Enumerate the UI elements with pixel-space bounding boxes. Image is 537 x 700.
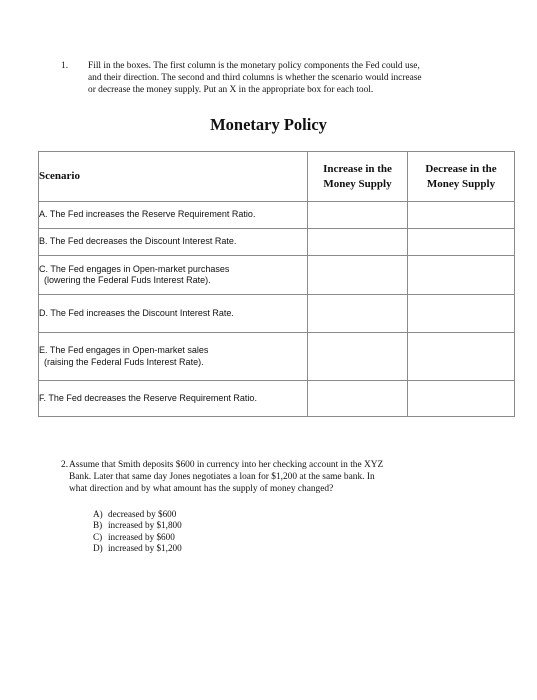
table-row xyxy=(39,333,515,381)
scenario-text: (raising the Federal Fuds Interest Rate). xyxy=(44,356,204,367)
answer-choice[interactable] xyxy=(93,509,182,520)
choice-text: increased by $600 xyxy=(108,531,175,542)
choice-text: decreased by $600 xyxy=(108,509,177,519)
decrease-answer-box[interactable] xyxy=(408,256,515,295)
scenario-text: (lowering the Federal Fuds Interest Rate). xyxy=(44,275,211,285)
decrease-header-line: Money Supply xyxy=(426,177,496,190)
increase-header-line: Increase in the xyxy=(323,162,392,175)
table-row xyxy=(39,381,515,417)
scenario-header: Scenario xyxy=(39,152,308,202)
increase-header xyxy=(308,152,408,202)
scenario-text: C. The Fed engages in Open-market purchases xyxy=(39,263,230,274)
question-2-text xyxy=(69,459,481,496)
decrease-answer-box[interactable] xyxy=(408,229,515,256)
choice-letter: A) xyxy=(93,509,103,519)
question-2-line: what direction and by what amount has the supply of money changed? xyxy=(69,484,334,495)
increase-answer-box[interactable] xyxy=(308,202,408,229)
increase-answer-box[interactable] xyxy=(308,229,408,256)
scenario-text: E. The Fed engages in Open-market sales xyxy=(39,345,209,355)
question-1-text xyxy=(88,60,481,97)
table-row xyxy=(39,295,515,333)
question-1-line: and their direction. The second and third columns is whether the scenario would increase xyxy=(88,73,422,84)
decrease-answer-box[interactable] xyxy=(408,295,515,333)
scenario-cell xyxy=(39,229,308,256)
scenario-cell xyxy=(39,333,308,381)
question-1-number: 1. xyxy=(61,61,69,71)
increase-answer-box[interactable] xyxy=(308,295,408,333)
choice-letter: B) xyxy=(93,520,103,531)
choice-letter: D) xyxy=(93,543,103,554)
table-header-row xyxy=(39,152,515,202)
decrease-answer-box[interactable] xyxy=(408,202,515,229)
increase-header-line: Money Supply xyxy=(323,177,392,190)
increase-answer-box[interactable] xyxy=(308,333,408,381)
decrease-header xyxy=(408,152,515,202)
scenario-text: A. The Fed increases the Reserve Requirement Ratio. xyxy=(39,209,256,220)
answer-choice[interactable] xyxy=(93,532,182,543)
question-2 xyxy=(61,459,481,496)
scenario-cell xyxy=(39,256,308,295)
scenario-cell xyxy=(39,202,308,229)
monetary-policy-table xyxy=(38,151,515,417)
decrease-header-line: Decrease in the xyxy=(425,162,497,175)
answer-choices xyxy=(93,509,182,555)
question-2-number: 2. xyxy=(61,460,69,470)
choice-letter: C) xyxy=(93,531,103,542)
question-1-line: or decrease the money supply. Put an X in the appropriate box for each tool. xyxy=(88,85,374,96)
question-1-line: Fill in the boxes. The first column is the monetary policy components the Fed could use, xyxy=(88,61,420,71)
scenario-cell xyxy=(39,295,308,333)
answer-choice[interactable] xyxy=(93,543,182,554)
scenario-text: B. The Fed decreases the Discount Interest Rate. xyxy=(39,236,237,247)
decrease-answer-box[interactable] xyxy=(408,381,515,417)
choice-text: increased by $1,200 xyxy=(108,543,182,554)
question-2-line: Assume that Smith deposits $600 in currency into her checking account in the XYZ xyxy=(69,460,384,470)
answer-choice[interactable] xyxy=(93,520,182,531)
question-2-line: Bank. Later that same day Jones negotiates a loan for $1,200 at the same bank. In xyxy=(69,472,375,483)
decrease-answer-box[interactable] xyxy=(408,333,515,381)
choice-text: increased by $1,800 xyxy=(108,520,182,531)
page-title: Monetary Policy xyxy=(210,115,327,134)
question-1 xyxy=(61,60,481,97)
table-row xyxy=(39,202,515,229)
scenario-text: D. The Fed increases the Discount Interest Rate. xyxy=(39,307,234,318)
increase-answer-box[interactable] xyxy=(308,381,408,417)
scenario-text: F. The Fed decreases the Reserve Requirement Ratio. xyxy=(39,392,257,403)
increase-answer-box[interactable] xyxy=(308,256,408,295)
table-row xyxy=(39,256,515,295)
table-row xyxy=(39,229,515,256)
scenario-cell xyxy=(39,381,308,417)
